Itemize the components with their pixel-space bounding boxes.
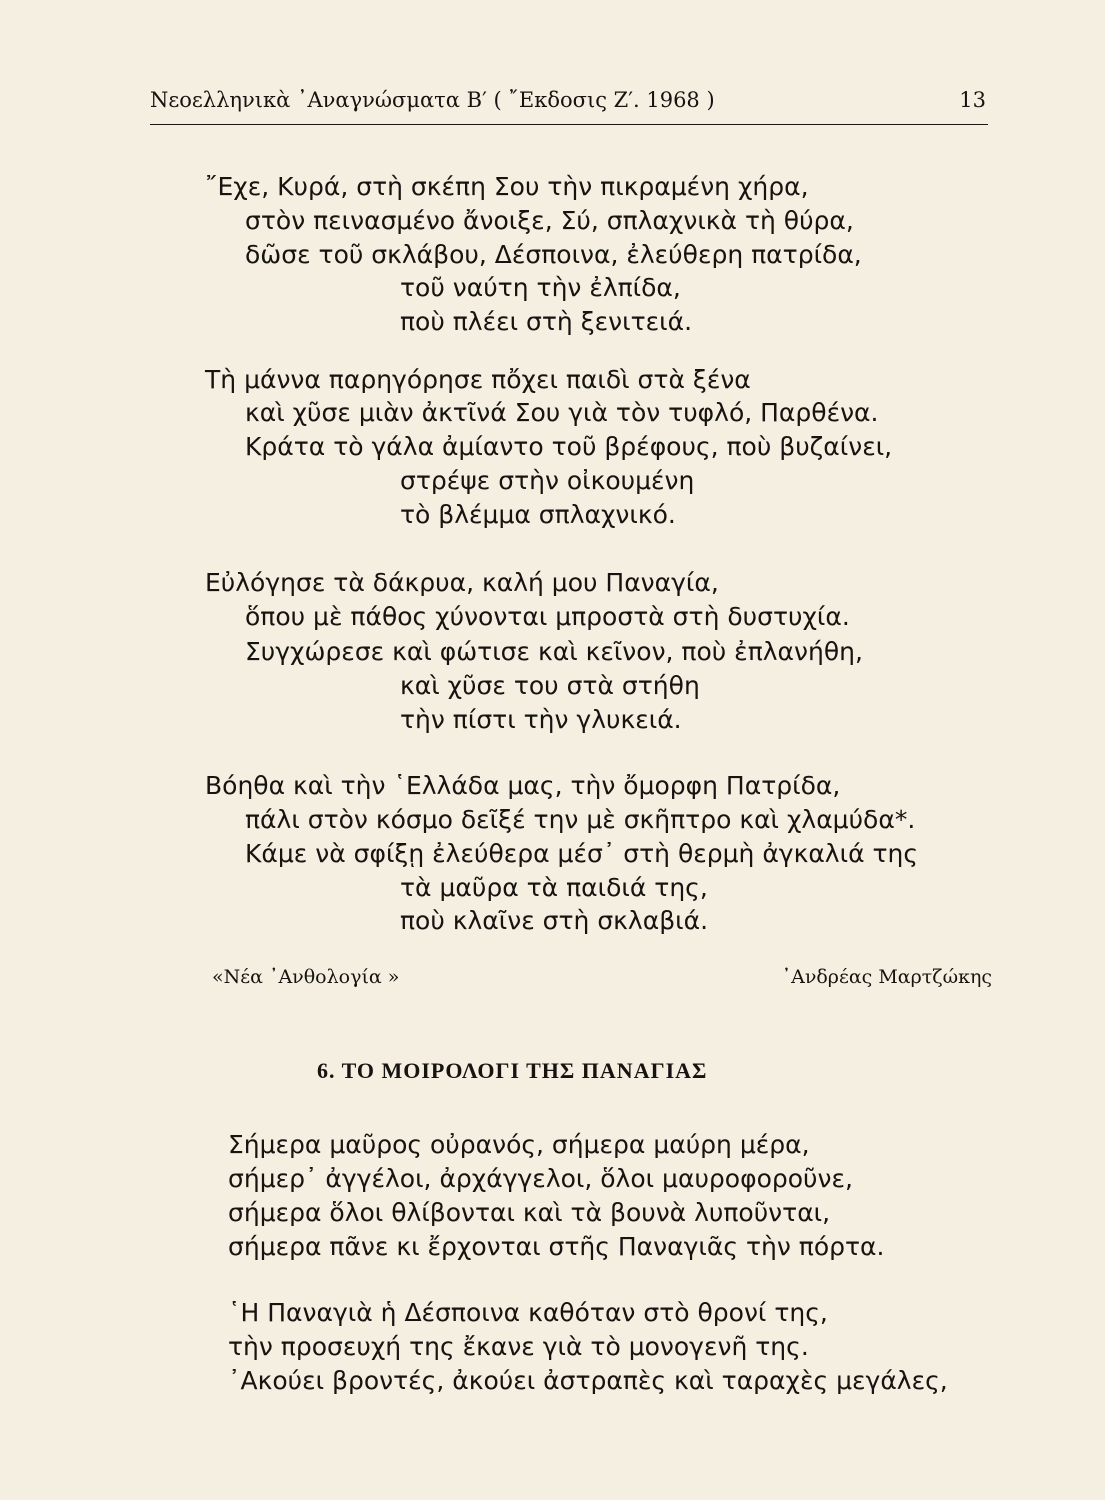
poem-line: Εὐλόγησε τὰ δάκρυα, καλή μου Παναγία, [205,568,719,597]
poem-source: «Νέα ᾿Ανθολογία » [212,966,400,988]
poem-line: ποὺ πλέει στὴ ξενιτειά. [400,307,693,336]
poem-line: ῾Η Παναγιὰ ἡ Δέσποινα καθόταν στὸ θρονί της, [228,1298,828,1327]
poem-line: Βόηθα καὶ τὴν ῾Ελλάδα μας, τὴν ὄμορφη Πατρίδα, [205,771,841,800]
poem-line: σήμερ᾿ ἀγγέλοι, ἀρχάγγελοι, ὅλοι μαυροφοροῦνε, [228,1164,853,1193]
header-title: Νεοελληνικὰ ᾿Αναγνώσματα Β′ ( ῎Εκδοσις Ζ′. 1968 ) [150,88,715,112]
poem-line: δῶσε τοῦ σκλάβου, Δέσποινα, ἐλεύθερη πατρίδα, [245,240,862,269]
poem-line: πάλι στὸν κόσμο δεῖξέ την μὲ σκῆπτρο καὶ χλαμύδα*. [245,805,916,834]
poem-line: τὰ μαῦρα τὰ παιδιά της, [400,873,708,902]
poem-author: ᾿Ανδρέας Μαρτζώκης [781,966,992,988]
poem-line: τὸ βλέμμα σπλαχνικό. [400,500,676,529]
poem-line: καὶ χῦσε του στὰ στήθη [400,671,700,700]
poem-line: ποὺ κλαῖνε στὴ σκλαβιά. [400,906,709,935]
poem-line: τοῦ ναύτη τὴν ἐλπίδα, [400,273,681,302]
poem-line: σήμερα πᾶνε κι ἔρχονται στῆς Παναγιᾶς τὴν πόρτα. [228,1232,885,1261]
poem-line: τὴν πίστι τὴν γλυκειά. [400,705,682,734]
poem-line: ᾿Ακούει βροντές, ἀκούει ἀστραπὲς καὶ ταραχὲς μεγάλες, [228,1366,948,1395]
poem-line: Κράτα τὸ γάλα ἀμίαντο τοῦ βρέφους, ποὺ βυζαίνει, [245,432,893,461]
poem-line: στρέψε στὴν οἰκουμένη [400,466,695,495]
poem-line: στὸν πεινασμένο ἄνοιξε, Σύ, σπλαχνικὰ τὴ θύρα, [245,206,854,235]
poem-line: ὅπου μὲ πάθος χύνονται μπροστὰ στὴ δυστυχία. [245,602,850,631]
poem-line: τὴν προσευχή της ἔκανε γιὰ τὸ μονογενῆ της. [228,1332,809,1361]
section-title: 6. ΤΟ ΜΟΙΡΟΛΟΓΙ ΤΗΣ ΠΑΝΑΓΙΑΣ [317,1058,708,1083]
poem-line: καὶ χῦσε μιὰν ἀκτῖνά Σου γιὰ τὸν τυφλό, Παρθένα. [245,398,879,427]
poem-line: ῎Εχε, Κυρά, στὴ σκέπη Σου τὴν πικραμένη χήρα, [205,172,809,201]
poem-line: Κάμε νὰ σφίξῃ ἐλεύθερα μέσ᾿ στὴ θερμὴ ἀγκαλιά της [245,839,919,868]
running-header [150,88,990,124]
header-rule [150,124,988,125]
poem-line: Συγχώρεσε καὶ φώτισε καὶ κεῖνον, ποὺ ἐπλανήθη, [245,637,863,666]
page-number: 13 [959,88,986,112]
poem-line: σήμερα ὅλοι θλίβονται καὶ τὰ βουνὰ λυποῦνται, [228,1198,831,1227]
poem-line: Σήμερα μαῦρος οὐρανός, σήμερα μαύρη μέρα, [228,1130,810,1159]
poem-line: Τὴ μάννα παρηγόρησε πὄχει παιδὶ στὰ ξένα [205,365,751,394]
